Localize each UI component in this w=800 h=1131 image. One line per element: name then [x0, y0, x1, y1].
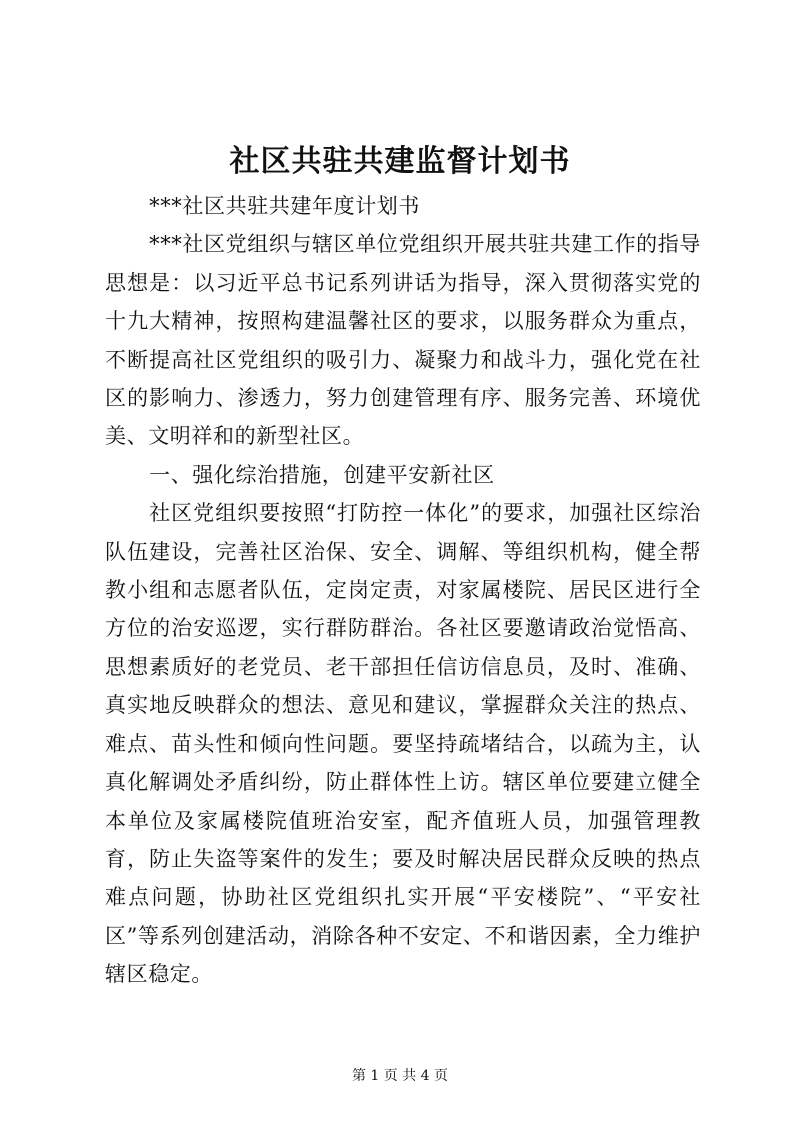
subtitle-paragraph: ***社区共驻共建年度计划书 — [149, 194, 420, 218]
section-heading: 一、强化综治措施，创建平安新社区 — [149, 462, 495, 487]
body-paragraph: 社区党组织要按照“打防控一体化”的要求，加强社区综治队伍建设，完善社区治保、安全、调解、等组织机构，健全帮教小组和志愿者队伍，定岗定责，对家属楼院、居民区进行全方位的治安巡逻，实行群防群治。各社区要邀请政治觉悟高、思想素质好的老党员、老干部担任信访信息员，及时、准确、真实地反映群众的想法、意见和建议，掌握群众关注的热点、难点、苗头性和倾向性问题。要坚持疏堵结合，以疏为主，认真化解调处矛盾纠纷，防止群体性上访。辖区单位要建立健全本单位及家属楼院值班治安室，配齐值班人员，加强管理教育，防止失盗等案件的发生；要及时解决居民群众反映的热点难点问题，协助社区党组织扎实开展“平安楼院”、“平安社区”等系列创建活动，消除各种不安定、不和谐因素，全力维护辖区稳定。 — [105, 501, 701, 987]
body-paragraph: ***社区党组织与辖区单位党组织开展共驻共建工作的指导思想是：以习近平总书记系列讲话为指导，深入贯彻落实党的十九大精神，按照构建温馨社区的要求，以服务群众为重点，不断提高社区党组织的吸引力、凝聚力和战斗力，强化党在社区的影响力、渗透力，努力创建管理有序、服务完善、环境优美、文明祥和的新型社区。 — [105, 232, 701, 449]
document-title: 社区共驻共建监督计划书 — [229, 144, 571, 179]
page-number-footer: 第 1 页 共 4 页 — [351, 1068, 449, 1084]
document-body — [105, 187, 701, 994]
